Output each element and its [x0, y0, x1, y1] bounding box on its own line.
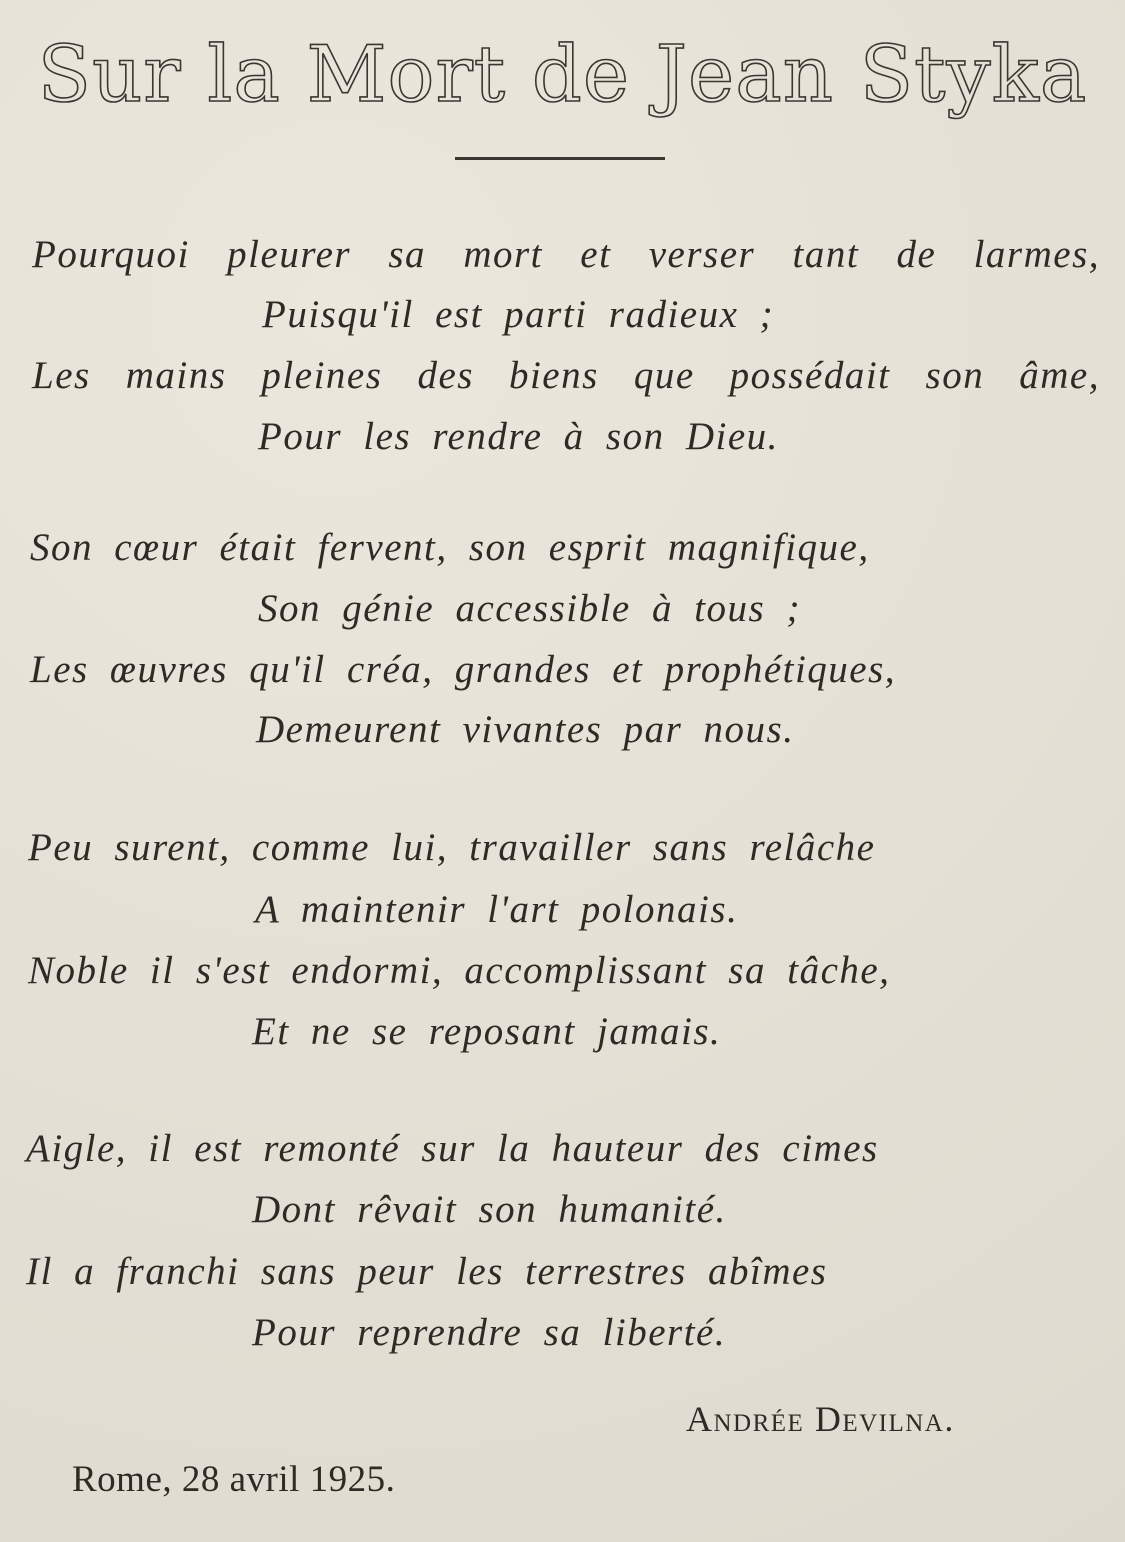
verse-line: Il a franchi sans peur les terrestres abîmes — [26, 1250, 828, 1293]
verse-line: Peu surent, comme lui, travailler sans relâche — [28, 826, 876, 869]
verse-line: Noble il s'est endormi, accomplissant sa tâche, — [28, 949, 891, 992]
author-signature: Andrée Devilna. — [686, 1399, 955, 1439]
verse-line: Son cœur était fervent, son esprit magnifique, — [30, 526, 870, 569]
place-date: Rome, 28 avril 1925. — [72, 1459, 396, 1500]
poem-title: Sur la Mort de Jean Styka — [37, 30, 1088, 120]
verse-line: Demeurent vivantes par nous. — [256, 708, 795, 751]
verse-line: Dont rêvait son humanité. — [252, 1188, 727, 1231]
verse-line: Pour reprendre sa liberté. — [252, 1311, 727, 1354]
verse-line: Les mains pleines des biens que possédait son âme, — [32, 354, 1100, 397]
verse-line: A maintenir l'art polonais. — [255, 888, 739, 931]
verse-line: Et ne se reposant jamais. — [252, 1010, 722, 1053]
verse-line: Son génie accessible à tous ; — [258, 587, 801, 630]
title-divider — [455, 157, 665, 160]
verse-line: Puisqu'il est parti radieux ; — [262, 293, 775, 336]
verse-line: Pourquoi pleurer sa mort et verser tant de larmes, — [32, 233, 1100, 276]
verse-line: Aigle, il est remonté sur la hauteur des cimes — [26, 1127, 879, 1170]
verse-line: Les œuvres qu'il créa, grandes et prophétiques, — [30, 648, 897, 691]
verse-line: Pour les rendre à son Dieu. — [258, 415, 779, 458]
